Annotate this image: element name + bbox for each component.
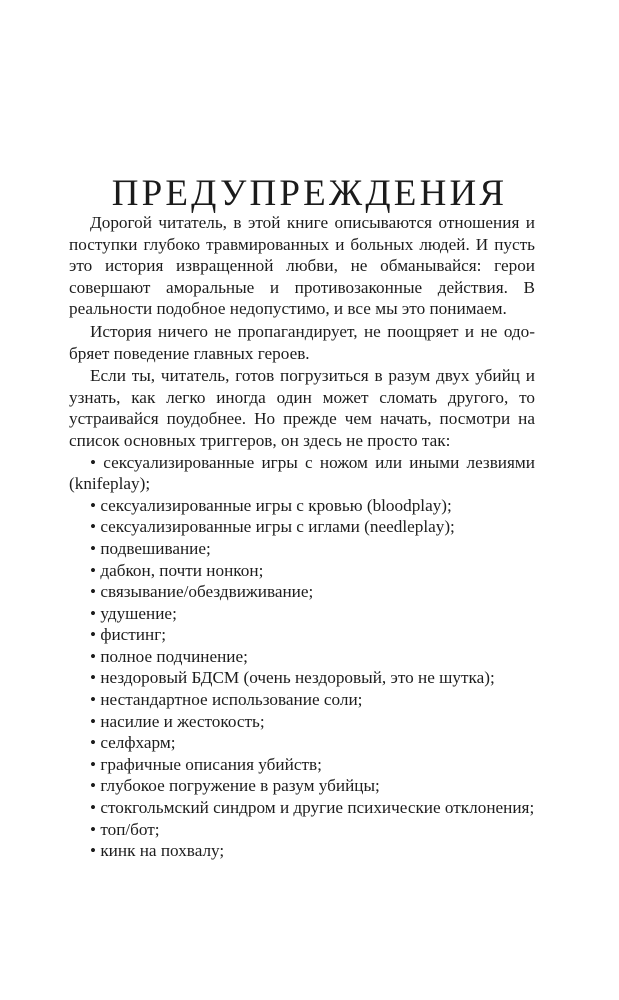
bullet: •: [90, 646, 97, 666]
trigger-item: [69, 732, 535, 754]
page-title: ПРЕДУПРЕЖДЕНИЯ: [111, 173, 508, 214]
trigger-text: кинк на похвалу;: [100, 841, 225, 861]
bullet: •: [90, 841, 97, 861]
bullet: •: [90, 733, 97, 753]
trigger-item: [69, 646, 535, 668]
triggers-intro-paragraph: Если ты, читатель, готов погрузиться в разум двух убийц и узнать, как легко иногда один может сломать другого, то устраивайся поудобнее. Но прежде чем начать, посмотри на список основных триггеров, он здесь не просто так:: [69, 366, 535, 450]
trigger-text: подвешивание;: [100, 538, 211, 558]
trigger-item: [69, 603, 535, 625]
trigger-item: [69, 797, 535, 819]
disclaimer-paragraph: История ничего не пропагандирует, не поощряет и не одобряет поведение главных героев.: [69, 321, 535, 363]
bullet: •: [90, 668, 97, 688]
bullet: •: [90, 819, 97, 839]
bullet: •: [90, 625, 97, 645]
trigger-item: [69, 840, 535, 862]
trigger-text: фистинг;: [100, 625, 167, 645]
trigger-item: [69, 689, 535, 711]
trigger-item: [69, 667, 535, 689]
trigger-list: [69, 452, 535, 862]
trigger-text: графичные описания убийств;: [100, 754, 322, 774]
trigger-item: [69, 711, 535, 733]
trigger-item: [69, 560, 535, 582]
bullet: •: [90, 452, 97, 472]
trigger-text: дабкон, почти нонкон;: [100, 560, 264, 580]
bullet: •: [90, 711, 97, 731]
bullet: •: [90, 582, 97, 602]
trigger-text: удушение;: [100, 603, 177, 623]
trigger-text: нестандартное использование соли;: [100, 690, 363, 710]
bullet: •: [90, 538, 97, 558]
trigger-text: топ/бот;: [100, 819, 160, 839]
trigger-item: [69, 775, 535, 797]
bullet: •: [90, 517, 97, 537]
intro-paragraph: Дорогой читатель, в этой книге описываются отношения и поступки глубоко травмированных и больных людей. И пусть это история извращенной любви, не обманывайся: герои совершают аморальные и противозаконные действия. В реальности подобное недопустимо, и все мы это понимаем.: [69, 213, 535, 319]
trigger-text: насилие и жестокость;: [100, 711, 265, 731]
bullet: •: [90, 690, 97, 710]
bullet: •: [90, 495, 97, 515]
bullet: •: [90, 776, 97, 796]
trigger-item: [69, 754, 535, 776]
trigger-text: сексуализированные игры с ножом или иными лезвиями (knifeplay);: [69, 452, 535, 494]
trigger-text: глубокое погружение в разум убийцы;: [100, 776, 380, 796]
trigger-text: нездоровый БДСМ (очень нездоровый, это не шутка);: [100, 668, 495, 688]
trigger-item: [69, 516, 535, 538]
trigger-item: [69, 819, 535, 841]
bullet: •: [90, 754, 97, 774]
trigger-item: [69, 452, 535, 495]
trigger-item: [69, 495, 535, 517]
trigger-item: [69, 624, 535, 646]
bullet: •: [90, 603, 97, 623]
trigger-text: связывание/обездвиживание;: [100, 582, 314, 602]
trigger-text: полное подчинение;: [100, 646, 248, 666]
bullet: •: [90, 560, 97, 580]
trigger-text: сексуализированные игры с кровью (bloodplay);: [100, 495, 452, 515]
bullet: •: [90, 798, 97, 818]
trigger-item: [69, 581, 535, 603]
trigger-text: селфхарм;: [100, 733, 176, 753]
trigger-text: стокгольмский синдром и другие психические отклонения;: [100, 798, 535, 818]
trigger-item: [69, 538, 535, 560]
warning-text: [69, 212, 535, 862]
trigger-text: сексуализированные игры с иглами (needleplay);: [100, 517, 455, 537]
